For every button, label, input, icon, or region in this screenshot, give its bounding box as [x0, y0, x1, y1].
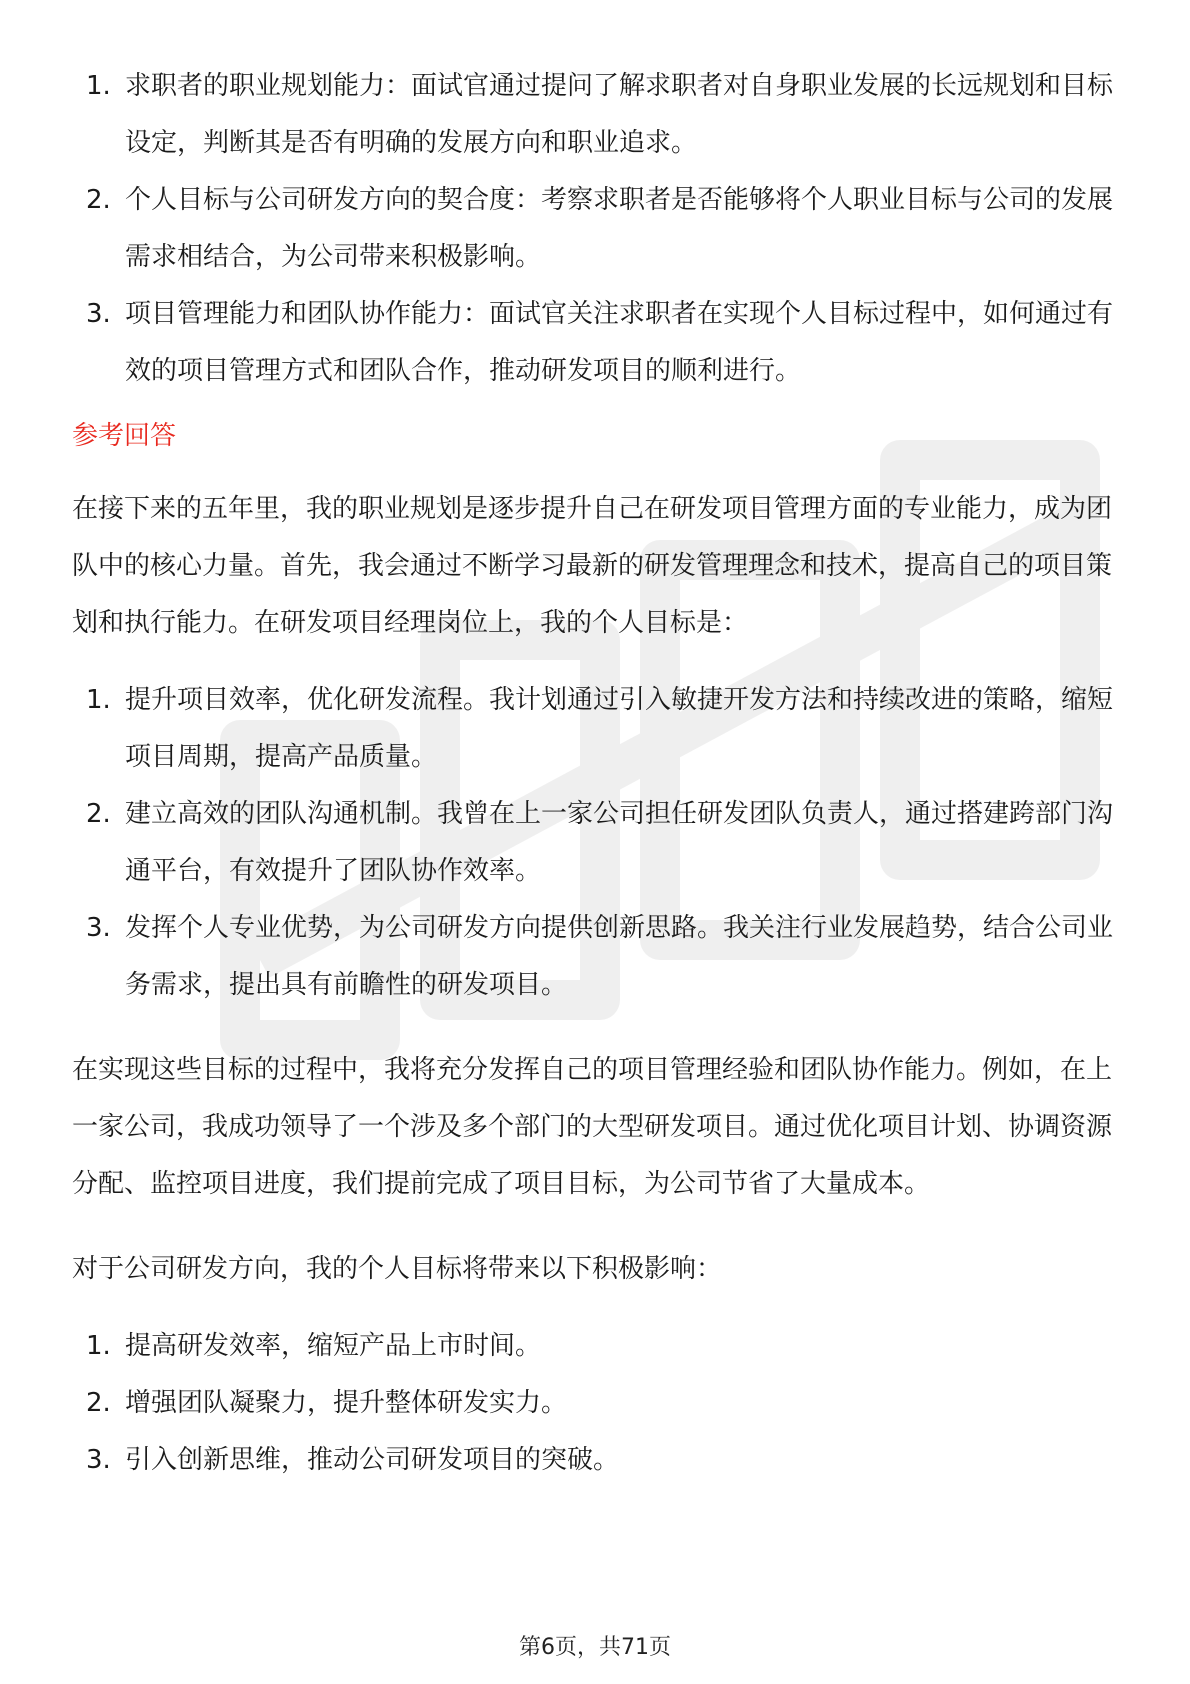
- list-item: [72, 1318, 1120, 1375]
- list-number: 1.: [86, 1331, 111, 1361]
- list-item: [72, 58, 1120, 172]
- list-item-text: 求职者的职业规划能力：面试官通过提问了解求职者对自身职业发展的长远规划和目标设定，判断其是否有明确的发展方向和职业追求。: [125, 71, 1114, 158]
- list-item-text: 提高研发效率，缩短产品上市时间。: [125, 1331, 542, 1361]
- impacts-list: [72, 1318, 1120, 1489]
- list-item: [72, 172, 1120, 286]
- list-item: [72, 672, 1120, 786]
- list-number: 1.: [86, 71, 111, 101]
- list-item-text: 项目管理能力和团队协作能力：面试官关注求职者在实现个人目标过程中，如何通过有效的项目管理方式和团队合作，推动研发项目的顺利进行。: [125, 299, 1114, 386]
- intro-paragraph: 在接下来的五年里，我的职业规划是逐步提升自己在研发项目管理方面的专业能力，成为团队中的核心力量。首先，我会通过不断学习最新的研发管理理念和技术，提高自己的项目策划和执行能力。在研发项目经理岗位上，我的个人目标是：: [72, 494, 1113, 638]
- list-number: 2.: [86, 185, 111, 215]
- list-item-text: 提升项目效率，优化研发流程。我计划通过引入敏捷开发方法和持续改进的策略，缩短项目周期，提高产品质量。: [125, 685, 1114, 772]
- list-item-text: 建立高效的团队沟通机制。我曾在上一家公司担任研发团队负责人，通过搭建跨部门沟通平台，有效提升了团队协作效率。: [125, 799, 1114, 886]
- list-item: [72, 786, 1120, 900]
- list-number: 3.: [86, 913, 111, 943]
- list-item: [72, 1375, 1120, 1432]
- list-number: 2.: [86, 799, 111, 829]
- document-body: [72, 58, 1120, 1489]
- section-heading: 参考回答: [72, 421, 177, 451]
- evaluation-points-list: [72, 58, 1120, 400]
- list-item-text: 引入创新思维，推动公司研发项目的突破。: [125, 1445, 620, 1475]
- goals-list: [72, 672, 1120, 1014]
- page-footer: 第6页，共71页: [519, 1635, 671, 1660]
- impact-paragraph: 对于公司研发方向，我的个人目标将带来以下积极影响：: [72, 1254, 723, 1284]
- list-item-text: 发挥个人专业优势，为公司研发方向提供创新思路。我关注行业发展趋势，结合公司业务需求，提出具有前瞻性的研发项目。: [125, 913, 1114, 1000]
- list-item: [72, 286, 1120, 400]
- list-item-text: 增强团队凝聚力，提升整体研发实力。: [125, 1388, 568, 1418]
- process-paragraph: 在实现这些目标的过程中，我将充分发挥自己的项目管理经验和团队协作能力。例如，在上一家公司，我成功领导了一个涉及多个部门的大型研发项目。通过优化项目计划、协调资源分配、监控项目进度，我们提前完成了项目目标，为公司节省了大量成本。: [72, 1055, 1113, 1199]
- list-number: 1.: [86, 685, 111, 715]
- list-item: [72, 900, 1120, 1014]
- list-item-text: 个人目标与公司研发方向的契合度：考察求职者是否能够将个人职业目标与公司的发展需求相结合，为公司带来积极影响。: [125, 185, 1114, 272]
- list-number: 3.: [86, 1445, 111, 1475]
- list-item: [72, 1432, 1120, 1489]
- list-number: 2.: [86, 1388, 111, 1418]
- list-number: 3.: [86, 299, 111, 329]
